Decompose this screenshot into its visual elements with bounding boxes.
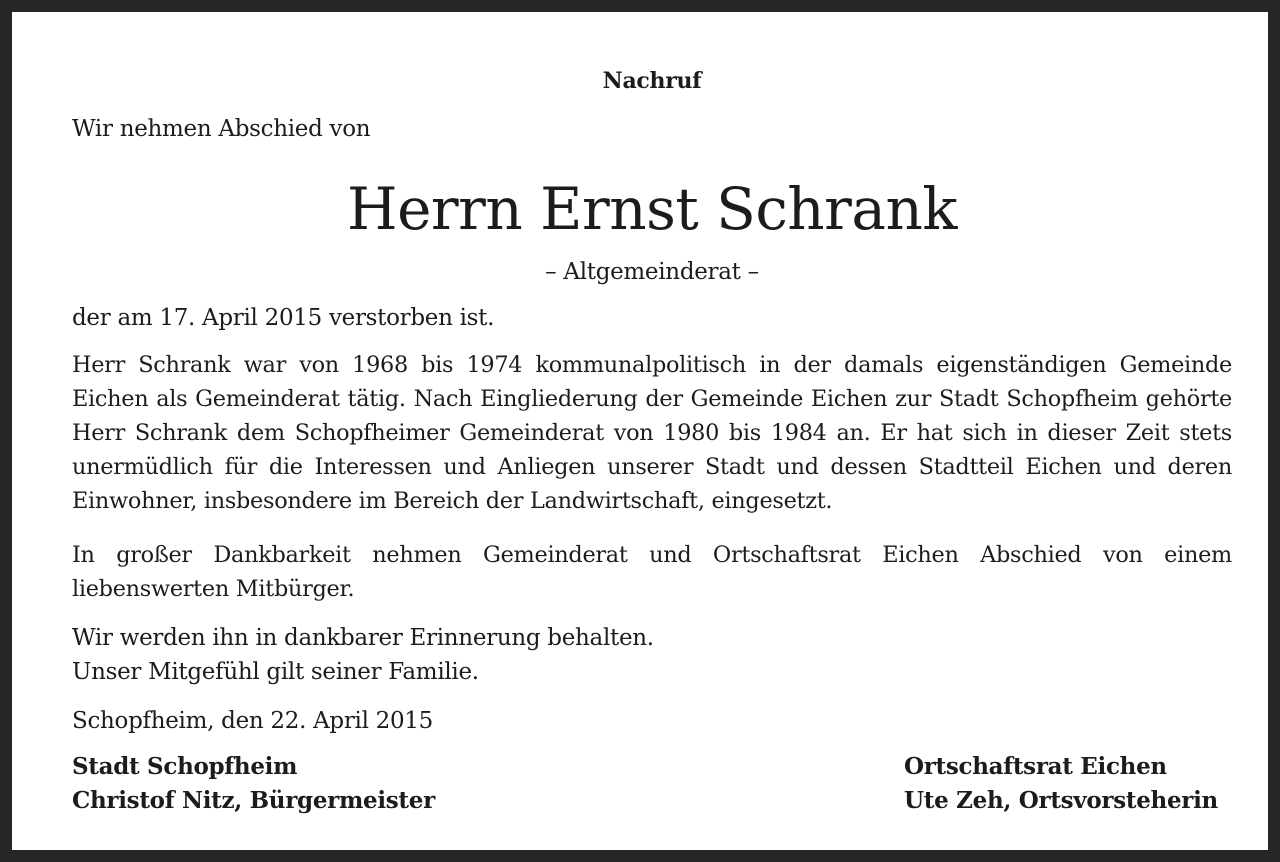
biography-paragraph: Herr Schrank war von 1968 bis 1974 kommunalpolitisch in der damals eigenständigen Gemeinde Eichen als Gemeinderat tätig. Nach Eingliederung der Gemeinde Eichen zur Stadt Schopfheim gehörte Herr Schrank dem Schopfheimer Gemeinderat von 1980 bis 1984 an. Er hat sich in dieser Zeit stets unermüdlich für die Interessen und Anliegen unserer Stadt und dessen Stadtteil Eichen und deren Einwohner, insbesondere im Bereich der Landwirtschaft, eingesetzt.: [72, 352, 1232, 514]
death-date-line: der am 17. April 2015 verstorben ist.: [72, 305, 495, 331]
signature-right: [904, 750, 1234, 818]
signature-right-organization: Ortschaftsrat Eichen: [904, 753, 1167, 780]
deceased-name: Herrn Ernst Schrank: [347, 175, 957, 243]
closing-line-1: Wir werden ihn in dankbarer Erinnerung behalten.: [72, 625, 654, 651]
intro-line: Wir nehmen Abschied von: [72, 116, 371, 142]
signature-left-organization: Stadt Schopfheim: [72, 753, 298, 780]
closing-line-2: Unser Mitgefühl gilt seiner Familie.: [72, 659, 479, 685]
signature-left: [72, 750, 672, 818]
signature-left-person: Christof Nitz, Bürgermeister: [72, 787, 435, 814]
signature-right-person: Ute Zeh, Ortsvorsteherin: [904, 787, 1218, 814]
place-date: Schopfheim, den 22. April 2015: [72, 708, 433, 734]
deceased-role: – Altgemeinderat –: [545, 259, 759, 285]
gratitude-paragraph: In großer Dankbarkeit nehmen Gemeinderat und Ortschaftsrat Eichen Abschied von einem liebenswerten Mitbürger.: [72, 542, 1232, 602]
notice-heading: Nachruf: [602, 68, 702, 94]
closing-lines: [72, 621, 1232, 689]
